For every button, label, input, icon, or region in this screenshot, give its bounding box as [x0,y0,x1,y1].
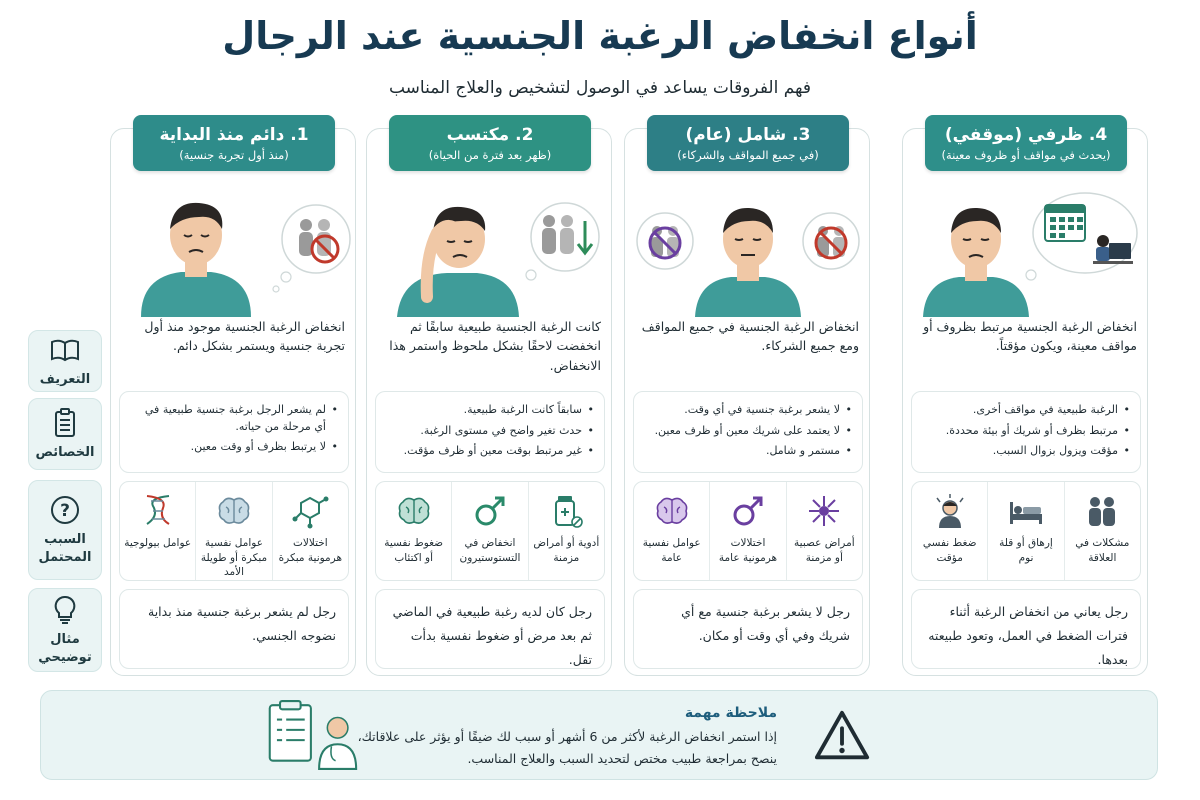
column-1-subtitle: (منذ أول تجربة جنسية) [179,147,289,162]
molecule-icon [291,492,329,530]
column-4-example: رجل يعاني من انخفاض الرغبة أثناء فترات الضغط في العمل، وتعود طبيعته بعدها. [911,589,1141,669]
column-4-causes [911,481,1141,581]
worried-man-illustration [903,177,1149,317]
column-1-cause-2-label: عوامل نفسية مبكرة أو طويلة الأمد [200,536,268,579]
couple-icon [1083,492,1121,530]
column-4-feature-1: • الرغبة طبيعية في مواقف أخرى. [922,402,1130,419]
column-3-example: رجل لا يشعر برغبة جنسية مع أي شريك وفي أي وقت أو مكان. [633,589,863,669]
column-3-definition: انخفاض الرغبة الجنسية في جميع المواقف ومع جميع الشركاء. [641,319,859,354]
column-3-causes [633,481,863,581]
column-3-cause-3 [634,482,709,580]
row-label-example [28,588,102,672]
column-4-subtitle: (يحدث في مواقف أو ظروف معينة) [941,147,1111,162]
male-symbol-icon [471,492,509,530]
column-4-cause-1 [1064,482,1140,580]
column-1-cause-3 [120,482,195,580]
row-label-definition [28,330,102,392]
column-3-header [647,115,849,171]
column-2-cause-3-label: ضغوط نفسية أو اكتئاب [384,537,444,564]
row-label-example-line2: توضيحي [38,650,92,665]
column-3-feature-3: • مستمر و شامل. [644,443,852,460]
column-4-definition: انخفاض الرغبة الجنسية مرتبط بظروف أو مواقف معينة، ويكون مؤقتاً. [923,319,1137,354]
column-3-subtitle: (في جميع المواقف والشركاء) [677,147,819,162]
column-4-feature-3: • مؤقت ويزول بزوال السبب. [922,443,1130,460]
row-label-features [28,398,102,470]
column-3-cause-3-label: عوامل نفسية عامة [642,537,701,564]
column-4-cause-3-label: ضغط نفسي مؤقت [922,537,977,564]
column-type-4 [902,124,1148,676]
column-type-2 [366,124,612,676]
column-2-feature-3: • غير مرتبط بوقت معين أو ظرف مؤقت. [386,443,594,460]
row-label-features-text: الخصائص [35,444,95,460]
column-2-features [375,391,605,473]
row-label-cause-line1: السبب [44,531,86,547]
column-1-cause-2 [195,482,271,580]
column-1-feature-1: • لم يشعر الرجل برغبة جنسية طبيعية في أي مرحلة من حياته. [130,402,338,435]
neuron-icon [805,492,843,530]
book-icon [48,333,82,367]
column-1-features [119,391,349,473]
column-3-feature-1: • لا يشعر برغبة جنسية في أي وقت. [644,402,852,419]
column-4-cause-1-label: مشكلات في العلاقة [1075,537,1130,564]
warning-triangle-icon [813,707,871,765]
column-3-title: 3. شامل (عام) [685,124,811,145]
clipboard-icon [48,406,82,440]
dna-icon [139,492,177,530]
row-label-cause-line2: المحتمل [38,550,92,565]
indifferent-man-illustration [625,177,871,317]
column-1-cause-1-label: اختلالات هرمونية مبكرة [278,537,342,564]
page-title: أنواع انخفاض الرغبة الجنسية عند الرجال [222,14,978,58]
column-3-cause-1 [786,482,862,580]
svg-text:?: ? [60,500,70,521]
column-1-title: 1. دائم منذ البداية [159,124,309,145]
brain-icon [395,492,433,530]
bed-icon [1007,492,1045,530]
column-type-1 [110,124,356,676]
column-4-title: 4. ظرفي (موقفي) [944,124,1108,145]
column-2-title: 2. مكتسب [446,124,534,145]
column-1-header [133,115,335,171]
column-1-cause-3-label: عوامل بيولوجية [124,537,192,549]
column-2-causes [375,481,605,581]
column-1-feature-2: • لا يرتبط بظرف أو وقت معين. [130,439,338,456]
column-2-example: رجل كان لديه رغبة طبيعية في الماضي ثم بعد مرض أو ضغوط نفسية بدأت تقل. [375,589,605,669]
brain-icon [653,492,691,530]
column-3-cause-2-label: اختلالات هرمونية عامة [718,537,778,564]
column-1-definition: انخفاض الرغبة الجنسية موجود منذ أول تجربة جنسية ويستمر بشكل دائم. [144,319,345,354]
column-2-cause-3 [376,482,451,580]
row-label-example-line1: مثال [50,631,80,647]
brain-icon [215,492,253,530]
note-line-1: إذا استمر انخفاض الرغبة لأكثر من 6 أشهر أو سبب لك ضيقًا أو يؤثر على علاقاتك، [357,729,777,744]
column-1-cause-1 [272,482,348,580]
column-1-causes [119,481,349,581]
note-line-2: ينصح بمراجعة طبيب مختص لتحديد السبب والعلاج المناسب. [467,751,777,766]
column-2-feature-2: • حدث تغير واضح في مستوى الرغبة. [386,423,594,440]
column-2-feature-1: • سابقاً كانت الرغبة طبيعية. [386,402,594,419]
stressed-man-illustration [367,177,613,317]
male-symbol-icon [729,492,767,530]
lightbulb-icon [48,593,82,627]
column-2-cause-1-label: أدوية أو أمراض مزمنة [533,537,600,564]
stressed-person-icon [931,492,969,530]
question-circle-icon [48,493,82,527]
important-note-panel [40,690,1158,780]
column-3-cause-1-label: أمراض عصبية أو مزمنة [794,537,855,564]
column-type-3 [624,124,870,676]
column-4-features [911,391,1141,473]
doctor-clipboard-icon [263,699,367,771]
column-4-header [925,115,1127,171]
column-2-cause-2-label: انخفاض في التستوستيرون [459,537,521,564]
column-2-cause-1 [528,482,604,580]
note-title: ملاحظة مهمة [684,705,777,721]
column-3-cause-2 [709,482,785,580]
column-2-definition: كانت الرغبة الجنسية طبيعية سابقًا ثم انخفضت لاحقًا بشكل ملحوظ واستمر هذا الانخفاض. [389,319,601,373]
column-3-features [633,391,863,473]
column-4-cause-3 [912,482,987,580]
row-label-cause [28,480,102,580]
column-2-subtitle: (ظهر بعد فترة من الحياة) [428,147,552,162]
pill-bottle-icon [547,492,585,530]
column-4-cause-2 [987,482,1063,580]
page-subtitle: فهم الفروقات يساعد في الوصول لتشخيص والعلاج المناسب [388,78,811,98]
column-4-cause-2-label: إرهاق أو قلة نوم [999,537,1053,564]
column-2-cause-2 [451,482,527,580]
column-4-feature-2: • مرتبط بظرف أو شريك أو بيئة محددة. [922,423,1130,440]
sad-man-illustration [111,177,357,317]
column-3-feature-2: • لا يعتمد على شريك معين أو ظرف معين. [644,423,852,440]
row-label-definition-text: التعريف [39,371,91,387]
calendar-icon [1045,205,1085,241]
column-1-example: رجل لم يشعر برغبة جنسية منذ بداية نضوجه الجنسي. [119,589,349,669]
column-2-header [389,115,591,171]
